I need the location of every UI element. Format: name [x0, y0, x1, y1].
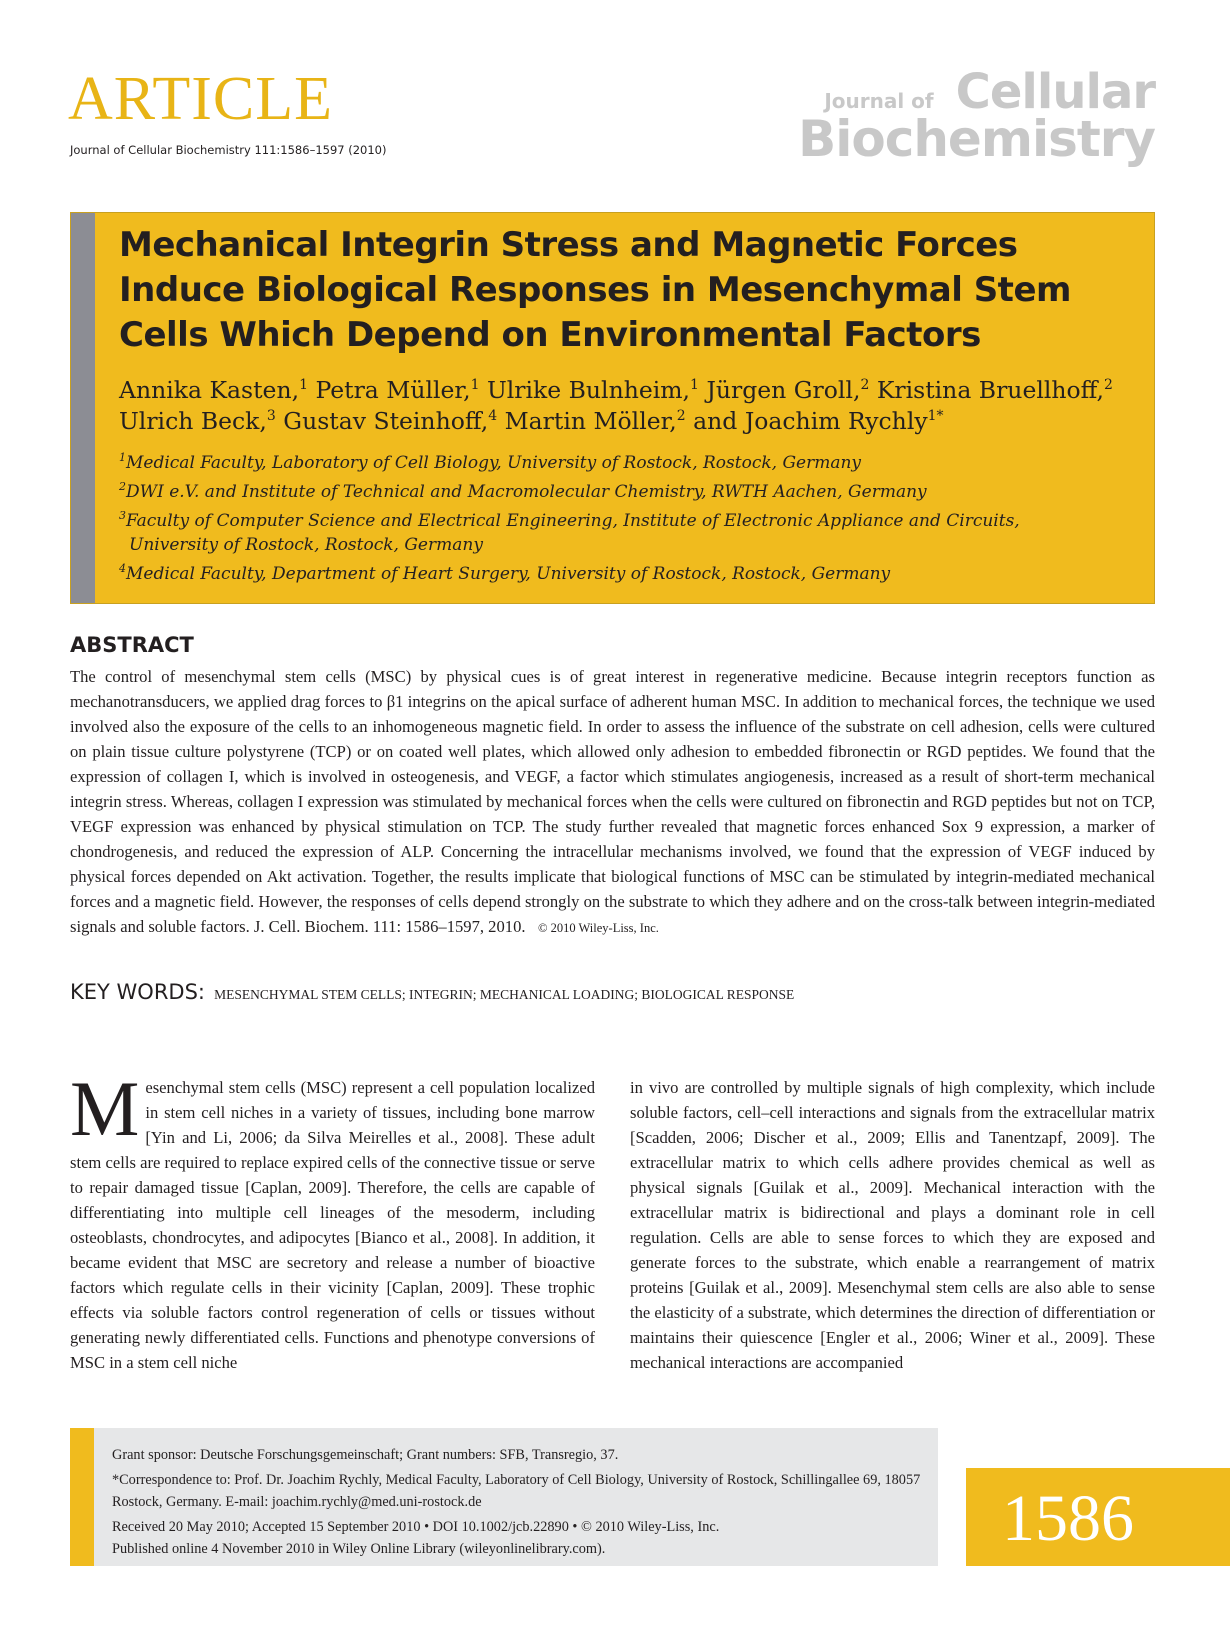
body-column-left [70, 1065, 595, 1375]
author-list [119, 375, 1129, 437]
logo-biochemistry: Biochemistry [798, 110, 1155, 168]
abstract-copyright: © 2010 Wiley-Liss, Inc. [537, 921, 659, 935]
author: Martin Möller,$^2$ [504, 407, 686, 435]
correspondence: *Correspondence to: Prof. Dr. Joachim Rychly, Medical Faculty, Laboratory of Cell Biology, University of Rostock, Schillingallee 69, 18057 Rostock, Germany. E-mail: joachim.rychly@med.uni-rostock.de [112, 1472, 921, 1510]
grant-sponsor: Grant sponsor: Deutsche Forschungsgemeinschaft; Grant numbers: SFB, Transregio, 37. [112, 1447, 619, 1463]
affiliation: $^4$Medical Faculty, Department of Heart Surgery, University of Rostock, Rostock, Germany [119, 562, 891, 584]
affiliation: $^3$Faculty of Computer Science and Electrical Engineering, Institute of Electronic Appliance and Circuits, University of Rostock, Rostock, Germany [119, 509, 1020, 555]
affiliation: $^1$Medical Faculty, Laboratory of Cell Biology, University of Rostock, Rostock, Germany [119, 451, 862, 473]
author: Petra Müller,$^1$ [315, 376, 480, 404]
body-column-right [630, 1075, 1155, 1375]
author: Annika Kasten,$^1$ [119, 376, 308, 404]
journal-citation: Journal of Cellular Biochemistry 111:1586–1597 (2010) [70, 143, 387, 157]
logo-cellular: Cellular [955, 64, 1155, 120]
footnote-side-bar [70, 1428, 94, 1566]
published-info: Published online 4 November 2010 in Wiley Online Library (wileyonlinelibrary.com). [112, 1541, 606, 1557]
title-block [70, 212, 1155, 604]
author: Ulrich Beck,$^3$ [119, 407, 276, 435]
page-number: 1586 [1002, 1482, 1134, 1555]
paper-title: Mechanical Integrin Stress and Magnetic Forces Induce Biological Responses in Mesenchymal Stem Cells Which Depend on Environmental Factors [119, 225, 1071, 355]
title-side-bar [71, 213, 95, 603]
logo-journal-of: Journal of [824, 89, 934, 113]
journal-logo [798, 64, 1155, 168]
affiliation: $^2$DWI e.V. and Institute of Technical and Macromolecular Chemistry, RWTH Aachen, Germany [119, 480, 927, 502]
keywords [70, 982, 1155, 1003]
abstract-heading: ABSTRACT [70, 633, 194, 657]
author: and Joachim Rychly$^{1*}$ [693, 407, 944, 435]
body-text-left: esenchymal stem cells (MSC) represent a cell population localized in stem cell niches in a variety of tissues, including bone marrow [Yin and Li, 2006; da Silva Meirelles et al., 2008]. These adult stem cells are required to replace expired cells of the connective tissue or serve to repair damaged tissue [Caplan, 2009]. Therefore, the cells are capable of differentiating into multiple cell lineages of the mesoderm, including osteoblasts, chondrocytes, and adipocytes [Bianco et al., 2008]. In addition, it became evident that MSC are secretory and release a number of bioactive factors which regulate cells in their vicinity [Caplan, 2009]. These trophic effects via soluble factors control regeneration of cells or tissues without generating newly differentiated cells. Functions and phenotype conversions of MSC in a stem cell niche [70, 1078, 595, 1372]
body-text-right: in vivo are controlled by multiple signals of high complexity, which include soluble factors, cell–cell interactions and signals from the extracellular matrix [Scadden, 2006; Discher et al., 2009; Ellis and Tanentzapf, 2009]. The extracellular matrix to which cells adhere provides chemical as well as physical signals [Guilak et al., 2009]. Mechanical interaction with the extracellular matrix is bidirectional and plays a dominant role in cell regulation. Cells are able to sense forces to which they are exposed and generate forces to the substrate, which enable a rearrangement of matrix proteins [Guilak et al., 2009]. Mesenchymal stem cells are also able to sense the elasticity of a substrate, which determines the direction of differentiation or maintains their quiescence [Engler et al., 2006; Winer et al., 2009]. These mechanical interactions are accompanied [630, 1078, 1155, 1372]
affiliation-list [119, 449, 1129, 589]
keywords-list: MESENCHYMAL STEM CELLS; INTEGRIN; MECHANICAL LOADING; BIOLOGICAL RESPONSE [214, 987, 795, 1002]
drop-cap: M [70, 1065, 140, 1152]
author: Ulrike Bulnheim,$^1$ [486, 376, 699, 404]
keywords-label: KEY WORDS: [70, 980, 206, 1004]
received-info: Received 20 May 2010; Accepted 15 September 2010 • DOI 10.1002/jcb.22890 • © 2010 Wiley-Liss, Inc. [112, 1519, 720, 1535]
author: Gustav Steinhoff,$^4$ [283, 407, 498, 435]
author: Kristina Bruellhoff,$^2$ [876, 376, 1113, 404]
page-number-box [966, 1468, 1230, 1566]
footnote-box [70, 1428, 938, 1566]
author: Jürgen Groll,$^2$ [706, 376, 870, 404]
abstract-text: The control of mesenchymal stem cells (MSC) by physical cues is of great interest in regenerative medicine. Because integrin receptors function as mechanotransducers, we applied drag forces to β1 integrins on the apical surface of adherent human MSC. In addition to mechanical forces, the technique we used involved also the exposure of the cells to an inhomogeneous magnetic field. In order to assess the influence of the substrate on cell adhesion, cells were cultured on plain tissue culture polystyrene (TCP) or on coated well plates, which allowed only adhesion to embedded fibronectin or RGD peptides. We found that the expression of collagen I, which is involved in osteogenesis, and VEGF, a factor which stimulates angiogenesis, increased as a result of short-term mechanical integrin stress. Whereas, collagen I expression was stimulated by mechanical forces when the cells were cultured on fibronectin and RGD peptides but not on TCP, VEGF expression was enhanced by physical stimulation on TCP. The study further revealed that magnetic forces enhanced Sox 9 expression, a marker of chondrogenesis, and reduced the expression of ALP. Concerning the intracellular mechanisms involved, we found that the expression of VEGF induced by physical forces depended on Akt activation. Together, the results implicate that biological functions of MSC can be stimulated by integrin-mediated mechanical forces and a magnetic field. However, the responses of cells depend strongly on the substrate to which they adhere and on the cross-talk between integrin-mediated signals and soluble factors. J. Cell. Biochem. 111: 1586–1597, 2010. © 2010 Wiley-Liss, Inc. [70, 667, 1155, 936]
footnote-text [112, 1444, 927, 1560]
article-label: ARTICLE [68, 65, 334, 133]
